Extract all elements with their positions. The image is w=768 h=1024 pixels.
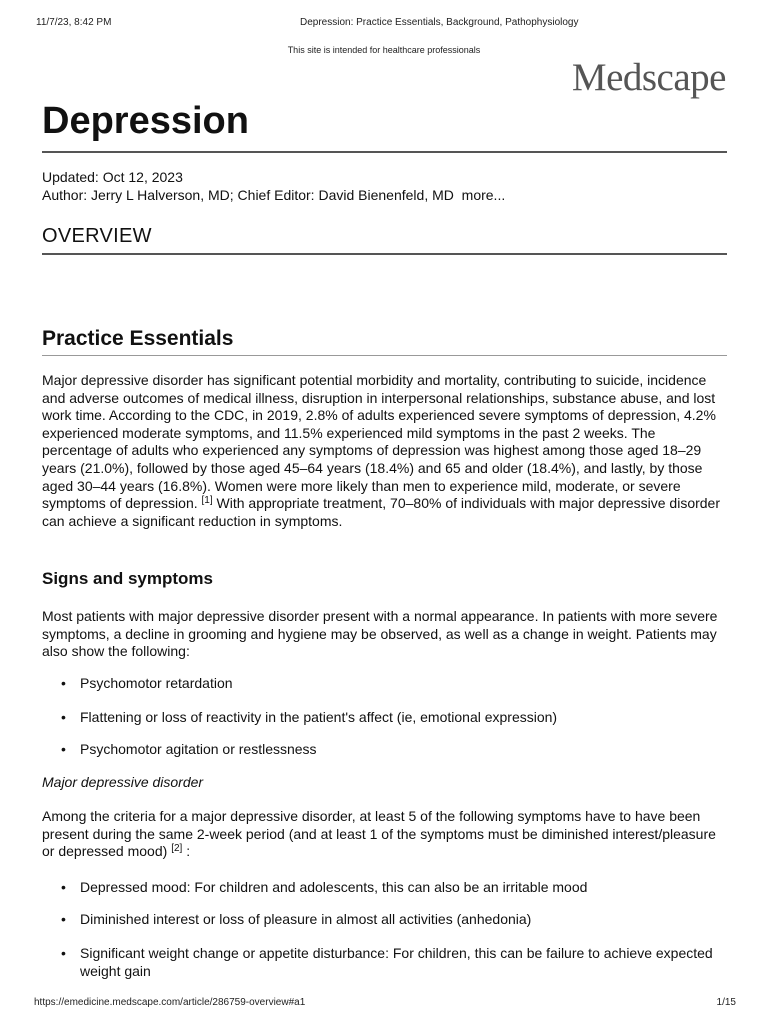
print-page-title: Depression: Practice Essentials, Background, Pathophysiology (300, 17, 579, 28)
signs-intro: Most patients with major depressive disorder present with a normal appearance. In patients with more severe symptoms, a decline in grooming and hygiene may be observed, as well as a change in weight. Patients may also show the following: (42, 608, 718, 660)
practice-text-tail: With appropriate treatment, 70–80% of individuals with major depressive disorder can achieve a significant reduction in symptoms. (42, 495, 721, 529)
reference-1-link[interactable]: [1] (201, 495, 213, 507)
medscape-logo[interactable]: Medscape (571, 56, 726, 99)
page-title: Depression (42, 100, 249, 142)
reference-2-link[interactable]: [2] (171, 843, 183, 855)
practice-paragraph (42, 372, 727, 530)
site-notice: This site is intended for healthcare professionals (287, 45, 481, 55)
list-item: • Psychomotor retardation (61, 675, 233, 691)
list-item: • Psychomotor agitation or restlessness (61, 741, 317, 757)
section-overview[interactable]: OVERVIEW (42, 225, 152, 247)
print-datetime: 11/7/23, 8:42 PM (36, 17, 112, 28)
practice-text: Major depressive disorder has significant potential morbidity and mortality, contributing to suicide, incidence and adverse outcomes of medical illness, disruption in interpersonal relationships, substance abuse, and lost work time. According to the CDC, in 2019, 2.8% of adults experienced severe symptoms of depression, 4.2% experienced moderate symptoms, and 11.5% experienced mild symptoms in the past 2 weeks. The percentage of adults who experienced any symptoms of depression was highest among those aged 18–29 years (21.0%), followed by those aged 45–64 years (18.4%) and 65 and older (18.4%), and lastly, by those aged 30–44 years (16.8%). Women were more likely than men to experience mild, moderate, or severe symptoms of depression. (42, 372, 716, 512)
criteria-text: Among the criteria for a major depressive disorder, at least 5 of the following symptoms have to have been present during the same 2-week period (and at least 1 of the symptoms must be diminished interest/pleasure or depressed mood) (42, 808, 716, 860)
author-text: Author: Jerry L Halverson, MD; Chief Editor: David Bienenfeld, MD (42, 187, 454, 203)
list-item: • Diminished interest or loss of pleasure in almost all activities (anhedonia) (61, 911, 532, 927)
article-meta (42, 168, 727, 204)
signs-symptoms-heading: Signs and symptoms (42, 569, 213, 588)
overview-divider (42, 253, 727, 255)
print-page-number: 1/15 (716, 997, 736, 1008)
criteria-intro (42, 808, 727, 861)
criteria-colon: : (182, 843, 191, 860)
author-line (42, 186, 727, 204)
practice-essentials-heading: Practice Essentials (42, 327, 234, 350)
list-item: • Significant weight change or appetite disturbance: For children, this can be failure to achieve expected weight gain (61, 945, 713, 979)
more-authors-link[interactable]: more... (461, 187, 506, 203)
title-divider (42, 151, 727, 153)
list-item: • Depressed mood: For children and adolescents, this can also be an irritable mood (61, 879, 588, 895)
print-url: https://emedicine.medscape.com/article/286759-overview#a1 (34, 997, 306, 1008)
mdd-subheading: Major depressive disorder (42, 774, 204, 790)
updated-date: Updated: Oct 12, 2023 (42, 169, 183, 185)
list-item: • Flattening or loss of reactivity in the patient's affect (ie, emotional expression) (61, 709, 558, 725)
practice-divider (42, 355, 727, 356)
